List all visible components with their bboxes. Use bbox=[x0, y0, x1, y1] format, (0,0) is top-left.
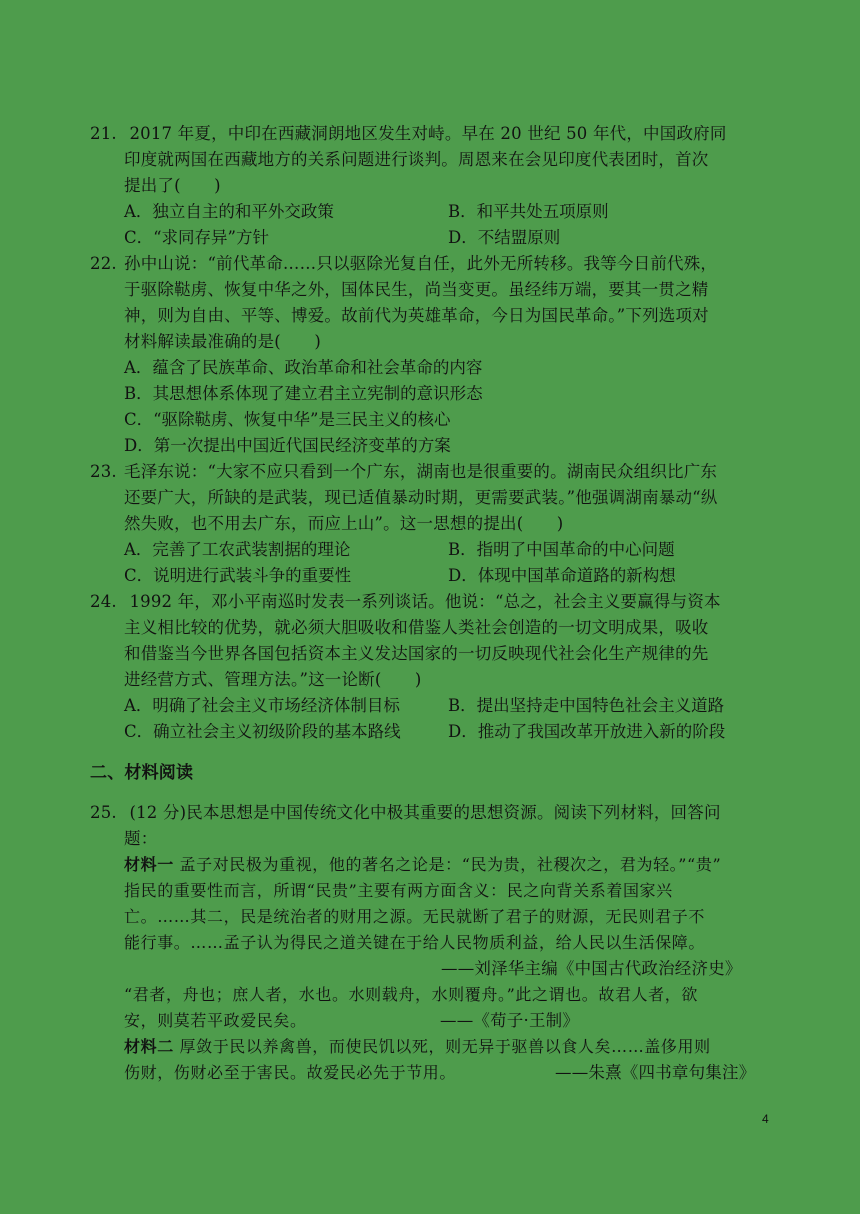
q24-option-a: A．明确了社会主义市场经济体制目标 bbox=[124, 696, 400, 715]
q22-line1 bbox=[90, 251, 717, 277]
q22-option-b: B．其思想体系体现了建立君主立宪制的意识形态 bbox=[124, 384, 483, 403]
material1-text1: 孟子对民极为重视，他的著名之论是：“民为贵，社稷次之，君为轻。”“贵” bbox=[173, 855, 722, 874]
material2-source: ——朱熹《四书章句集注》 bbox=[555, 1063, 756, 1082]
q21-line2: 印度就两国在西藏地方的关系问题进行谈判。周恩来在会见印度代表团时，首次 bbox=[124, 150, 709, 169]
q24-number: 24. bbox=[90, 592, 117, 611]
q21-line1 bbox=[90, 121, 727, 147]
q23-line3: 然失败，也不用去广东，而应上山”。这一思想的提出( ) bbox=[124, 514, 564, 533]
q23-text1: 毛泽东说：“大家不应只看到一个广东，湖南也是很重要的。湖南民众组织比广东 bbox=[124, 462, 718, 481]
q23-option-b: B．指明了中国革命的中心问题 bbox=[448, 540, 675, 559]
material2-line1 bbox=[124, 1034, 711, 1060]
q22-option-a: A．蕴含了民族革命、政治革命和社会革命的内容 bbox=[124, 358, 483, 377]
material1-label: 材料一 bbox=[124, 855, 174, 874]
q22-line4: 材料解读最准确的是( ) bbox=[124, 332, 321, 351]
q21-text1: 2017 年夏，中印在西藏洞朗地区发生对峙。早在 20 世纪 50 年代，中国政府同 bbox=[124, 124, 727, 143]
q23-number: 23. bbox=[90, 462, 117, 481]
q24-line1 bbox=[90, 589, 721, 615]
q24-option-c: C．确立社会主义初级阶段的基本路线 bbox=[124, 722, 401, 741]
q21-option-c: C．“求同存异”方针 bbox=[124, 228, 269, 247]
page-number: 4 bbox=[762, 1112, 769, 1126]
section-heading-material-reading: 二、材料阅读 bbox=[90, 763, 194, 783]
q22-number: 22. bbox=[90, 254, 117, 273]
q25-number: 25. bbox=[90, 803, 117, 822]
q22-line2: 于驱除鞑虏、恢复中华之外，国体民生，尚当变更。虽经纬万端，要其一贯之精 bbox=[124, 280, 709, 299]
material1-line4: 能行事。……孟子认为得民之道关键在于给人民物质利益，给人民以生活保障。 bbox=[124, 933, 706, 952]
q23-line1 bbox=[90, 459, 717, 485]
q23-line2: 还要广大，所缺的是武装，现已适值暴动时期，更需要武装。”他强调湖南暴动“纵 bbox=[124, 488, 718, 507]
q24-line4: 进经营方式、管理方法。”这一论断( ) bbox=[124, 670, 422, 689]
material1-line3: 亡。……其二，民是统治者的财用之源。无民就断了君子的财源，无民则君子不 bbox=[124, 907, 706, 926]
q22-text1: 孙中山说：“前代革命……只以驱除光复自任，此外无所转移。我等今日前代殊， bbox=[124, 254, 718, 273]
material2-line2: 伤财，伤财必至于害民。故爱民必先于节用。 bbox=[124, 1063, 457, 1082]
q23-option-c: C．说明进行武装斗争的重要性 bbox=[124, 566, 352, 585]
q23-option-a: A．完善了工农武装割据的理论 bbox=[124, 540, 351, 559]
q25-line1 bbox=[90, 800, 721, 826]
q21-option-b: B．和平共处五项原则 bbox=[448, 202, 609, 221]
q22-line3: 神，则为自由、平等、博爱。故前代为英雄革命，今日为国民革命。”下列选项对 bbox=[124, 306, 709, 325]
q24-option-b: B．提出坚持走中国特色社会主义道路 bbox=[448, 696, 725, 715]
q25-line2: 题： bbox=[124, 829, 158, 848]
q22-option-d: D．第一次提出中国近代国民经济变革的方案 bbox=[124, 436, 451, 455]
material1-line1 bbox=[124, 852, 721, 878]
material1-source: ——刘泽华主编《中国古代政治经济史》 bbox=[441, 959, 742, 978]
material1-line6: 安，则莫若平政爱民矣。 bbox=[124, 1011, 307, 1030]
material2-label: 材料二 bbox=[124, 1037, 174, 1056]
q22-option-c: C．“驱除鞑虏、恢复中华”是三民主义的核心 bbox=[124, 410, 451, 429]
material1-line2: 指民的重要性而言，所谓“民贵”主要有两方面含义：民之向背关系着国家兴 bbox=[124, 881, 673, 900]
q24-option-d: D．推动了我国改革开放进入新的阶段 bbox=[448, 722, 726, 741]
q24-text1: 1992 年，邓小平南巡时发表一系列谈话。他说：“总之，社会主义要赢得与资本 bbox=[124, 592, 721, 611]
q21-option-d: D．不结盟原则 bbox=[448, 228, 561, 247]
material1-line5: “君者，舟也；庶人者，水也。水则载舟，水则覆舟。”此之谓也。故君人者，欲 bbox=[124, 985, 698, 1004]
q24-line2: 主义相比较的优势，就必须大胆吸收和借鉴人类社会创造的一切文明成果，吸收 bbox=[124, 618, 709, 637]
q21-line3: 提出了( ) bbox=[124, 176, 221, 195]
q23-option-d: D．体现中国革命道路的新构想 bbox=[448, 566, 676, 585]
q24-line3: 和借鉴当今世界各国包括资本主义发达国家的一切反映现代社会化生产规律的先 bbox=[124, 644, 709, 663]
q21-number: 21. bbox=[90, 124, 117, 143]
material1-source2: ——《荀子·王制》 bbox=[440, 1011, 580, 1030]
material2-text1: 厚敛于民以养禽兽，而使民饥以死，则无异于驱兽以食人矣……盖侈用则 bbox=[173, 1037, 711, 1056]
q25-text1: (12 分)民本思想是中国传统文化中极其重要的思想资源。阅读下列材料，回答问 bbox=[124, 803, 721, 822]
q21-option-a: A．独立自主的和平外交政策 bbox=[124, 202, 334, 221]
